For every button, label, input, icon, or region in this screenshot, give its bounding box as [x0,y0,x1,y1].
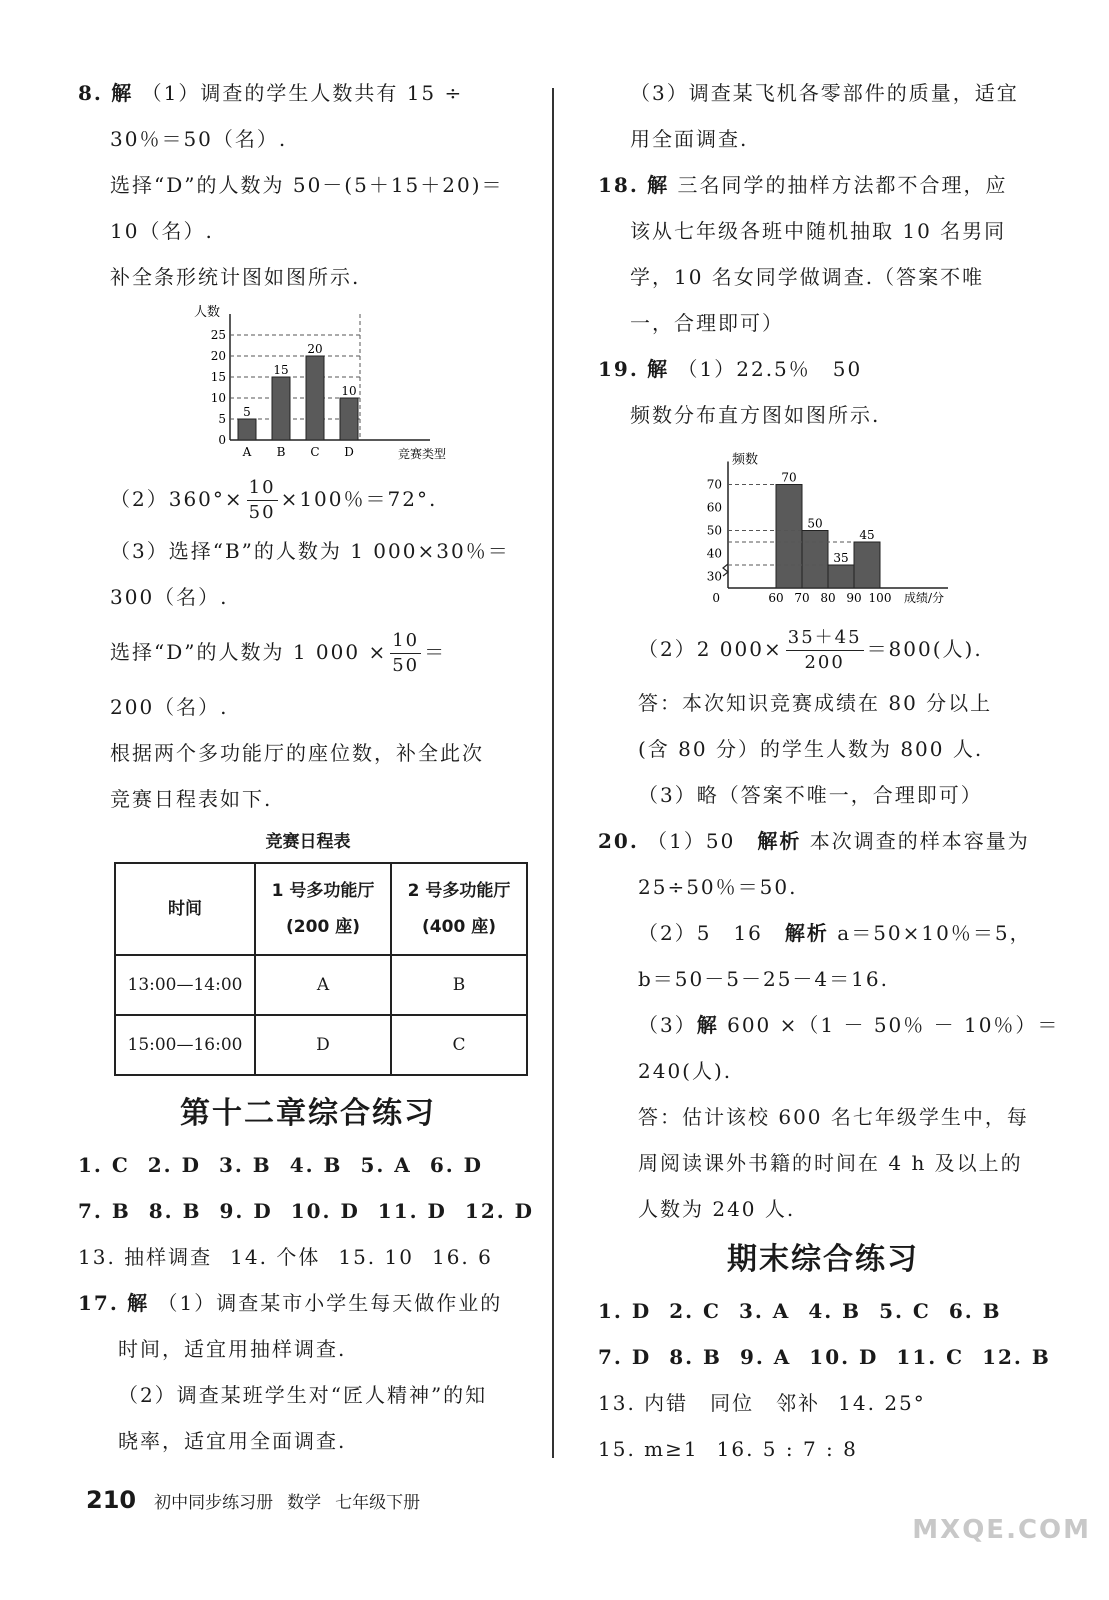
x-axis-label: 竞赛类型 [398,447,447,461]
data-label: 50 [807,516,823,531]
x-tick-label: 80 [820,591,836,605]
watermark: MXQE.COM [912,1515,1091,1545]
histogram-scores [698,438,998,618]
y-tick-label: 10 [210,391,226,405]
q20-line5: （3）解 600 ×（1 － 50％ － 10％）＝ [638,1013,1060,1037]
cell-hall-1: D [255,1015,391,1075]
q20-line6: 240(人). [638,1059,733,1083]
histogram-bar [802,531,828,589]
q8-part3-line6: 竞赛日程表如下. [110,787,273,811]
bar [272,377,290,440]
bar-chart-competition [188,300,488,470]
cell-time: 13:00—14:00 [115,955,255,1015]
right-column [598,70,1060,1472]
data-label: 35 [833,551,849,565]
q8-part3-line1: （3）选择“B”的人数为 1 000×30％＝ [110,539,510,563]
y-axis-label: 人数 [193,305,220,320]
subject: 数学 [287,1493,322,1513]
q17-line1: 17. 解 （1）调查某市小学生每天做作业的 [78,1291,503,1315]
q20-line4: b＝50－5－25－4＝16. [638,967,889,991]
histogram-bar [776,485,802,589]
q20-line8: 周阅读课外书籍的时间在 4 h 及以上的 [638,1151,1023,1175]
q19-answer-line1: 答：本次知识竞赛成绩在 80 分以上 [638,691,993,715]
x-tick-label: 100 [868,591,892,605]
q18-line4: 一，合理即可） [630,311,784,335]
y-tick-label: 15 [210,370,226,384]
y-tick-label: 25 [210,328,226,342]
q18-line1: 18. 解 三名同学的抽样方法都不合理，应 [598,173,1008,197]
cell-time: 15:00—16:00 [115,1015,255,1075]
histogram-bar [828,565,854,588]
y-tick-label: 5 [218,412,226,426]
q8-line1: 8. 解 （1）调查的学生人数共有 15 ÷ [78,81,464,105]
q8-line5: 补全条形统计图如图所示. [110,265,361,289]
final-answer-row-3: 13. 内错 同位 邻补 14. 25° [598,1391,926,1415]
data-label: 20 [307,342,323,356]
x-tick-label: 70 [794,591,810,605]
q19-part3: （3）略（答案不唯一，合理即可） [638,783,983,807]
q18-line3: 学，10 名女同学做调查.（答案不唯 [630,265,985,289]
q8-part3-line3: 选择“D”的人数为 1 000 × $\frac{10}{50}$ ＝ [110,630,447,676]
data-label: 45 [859,528,875,542]
data-label: 70 [781,470,797,485]
table-header-row [115,863,527,955]
grade: 七年级下册 [335,1493,421,1513]
x-tick-label: 60 [768,591,784,605]
q19-line1: 19. 解 （1）22.5％ 50 [598,357,863,381]
table-row [115,1015,527,1075]
q20-line1: 20. （1）50 解析 本次调查的样本容量为 [598,829,1030,853]
q19-answer-line2: (含 80 分）的学生人数为 800 人. [638,737,984,761]
q20-line9: 人数为 240 人. [638,1197,796,1221]
histogram-bar [854,542,880,588]
q8-line2: 30％＝50（名）. [110,127,288,151]
final-answer-row-1: 1. D 2. C 3. A 4. B 5. C 6. B [598,1299,1002,1323]
left-column [78,70,538,1464]
y-tick-label: 50 [706,523,722,538]
chapter-title-final: 期末综合练习 [727,1242,919,1277]
x-tick-label: B [276,445,286,459]
header-time: 时间 [115,863,255,955]
fraction: $\frac{10}{50}$ [392,630,420,676]
y-tick-label: 20 [210,349,226,363]
fraction: $\frac{10}{50}$ [248,477,276,523]
q8-part3-line4: 200（名）. [110,695,229,719]
y-tick-label: 60 [706,500,722,515]
y-axis-label: 频数 [732,452,759,468]
q8-part2: （2）360°× $\frac{10}{50}$ ×100％＝72°. [110,477,438,523]
q17-part3-line2: 用全面调查. [630,127,749,151]
q8-line4: 10（名）. [110,219,214,243]
bar [340,398,358,440]
table-row [115,955,527,1015]
column-divider [552,88,554,1458]
bar [238,419,256,440]
data-label: 10 [341,384,357,398]
answer-row-2: 7. B 8. B 9. D 10. D 11. D 12. D [78,1199,535,1223]
q17-line4: 晓率，适宜用全面调查. [118,1429,347,1453]
book-title: 初中同步练习册 [154,1493,274,1513]
answer-row-1: 1. C 2. D 3. B 4. B 5. A 6. D [78,1153,483,1177]
x-tick-label: 90 [846,591,862,605]
y-tick-label: 0 [218,433,226,447]
table-caption: 竞赛日程表 [265,832,351,852]
x-tick-label: A [242,445,252,459]
header-hall-1: 1 号多功能厅 (200 座) [255,863,391,955]
cell-hall-1: A [255,955,391,1015]
schedule-table [114,862,528,1076]
fraction: $\frac{35+45}{200}$ [787,627,862,673]
y-tick-label: 30 [706,569,722,584]
page-footer [86,1486,434,1514]
x-tick-label: C [310,445,320,459]
q17-line3: （2）调查某班学生对“匠人精神”的知 [118,1383,488,1407]
q19-line2: 频数分布直方图如图所示. [630,403,881,427]
data-label: 15 [273,363,289,377]
header-hall-2: 2 号多功能厅 (400 座) [391,863,527,955]
q20-line7: 答：估计该校 600 名七年级学生中，每 [638,1105,1029,1129]
x-tick-label: D [344,445,354,459]
final-answer-row-4: 15. m≥1 16. 5 : 7 : 8 [598,1437,858,1461]
q8-line3: 选择“D”的人数为 50－(5＋15＋20)＝ [110,173,504,197]
q19-part2: （2）2 000× $\frac{35+45}{200}$ ＝800(人). [638,627,983,673]
q8-part3-line5: 根据两个多功能厅的座位数，补全此次 [110,741,484,765]
y-tick-label: 40 [706,546,722,561]
q8-part3-line2: 300（名）. [110,585,229,609]
q20-line3: （2）5 16 解析 a＝50×10％＝5， [638,921,1032,945]
q18-line2: 该从七年级各班中随机抽取 10 名男同 [630,219,1007,243]
cell-hall-2: C [391,1015,527,1075]
cell-hall-2: B [391,955,527,1015]
chapter-title-12: 第十二章综合练习 [180,1096,436,1131]
x-axis-label: 成绩/分 [904,591,945,605]
final-answer-row-2: 7. D 8. B 9. A 10. D 11. C 12. B [598,1345,1051,1369]
bar [306,356,324,440]
y-tick-label: 70 [706,477,722,492]
data-label: 5 [243,405,251,419]
q20-line2: 25÷50％＝50. [638,875,798,899]
y-origin-label: 0 [712,591,720,605]
q17-part3-line1: （3）调查某飞机各零部件的质量，适宜 [630,81,1019,105]
page-number: 210 [86,1486,137,1514]
q17-line2: 时间，适宜用抽样调查. [118,1337,347,1361]
answer-row-3: 13. 抽样调查 14. 个体 15. 10 16. 6 [78,1245,493,1269]
